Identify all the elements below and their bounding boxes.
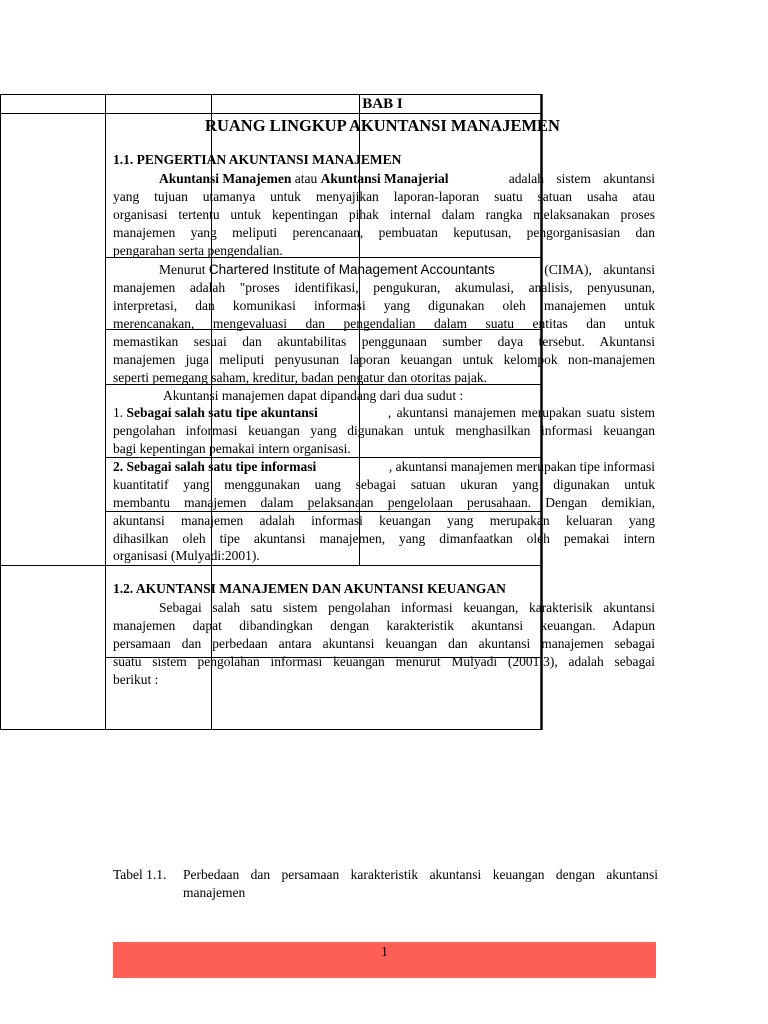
text-line: bagi kepentingan pemakai intern organisasi. xyxy=(113,441,351,456)
text-line: akuntansi manajemen adalah informasi keuangan yang merupakan keluaran yang xyxy=(113,513,655,528)
text-line: yang tujuan utamanya untuk menyajikan laporan-laporan suatu satuan usaha atau xyxy=(113,189,655,204)
section-heading: 1.2. AKUNTANSI MANAJEMEN DAN AKUNTANSI KEUANGAN xyxy=(113,581,506,596)
text-line: , akuntansi manajemen merupakan suatu sistem xyxy=(387,405,655,420)
chapter-label: BAB I xyxy=(362,96,403,112)
text-line: interpretasi, dan komunikasi informasi yang digunakan oleh manajemen untuk xyxy=(113,298,655,313)
text-line: pengarahan serta pengendalian. xyxy=(113,243,283,258)
text-line: , akuntansi manajemen merupakan tipe informasi xyxy=(388,459,655,474)
caption-label: Tabel 1.1. xyxy=(113,867,167,882)
text-line: pengolahan informasi keuangan yang digunakan untuk menghasilkan informasi keuangan xyxy=(113,423,655,438)
text-line: merencanakan, mengevaluasi dan pengendalian dalam suatu entitas dan untuk xyxy=(113,316,655,331)
point-title: 2. Sebagai salah satu tipe informasi xyxy=(113,459,317,474)
point-title: Sebagai salah satu tipe akuntansi xyxy=(126,405,318,420)
text-line: manajemen adalah "proses identifikasi, pengukuran, akumulasi, analisis, penyusunan, xyxy=(113,280,655,295)
point-number: 1. xyxy=(113,405,124,420)
page-number: 1 xyxy=(381,944,388,959)
text-line: seperti pemegang saham, kreditur, badan pengatur dan otoritas pajak. xyxy=(113,370,487,385)
text-line: Sebagai salah satu sistem pengolahan informasi keuangan, karakterisik akuntansi xyxy=(159,600,655,615)
chapter-title: RUANG LINGKUP AKUNTANSI MANAJEMEN xyxy=(205,116,560,135)
text-line: persamaan dan perbedaan antara akuntansi keuangan dan akuntansi manajemen sebagai xyxy=(113,636,655,651)
term-akuntansi-manajemen: Akuntansi Manajemen xyxy=(159,171,292,186)
caption-text-continued: manajemen xyxy=(183,885,246,900)
text-line: manajemen juga meliputi penyusunan laporan keuangan untuk kelompok non-manajemen xyxy=(113,352,655,367)
text-lead: Menurut xyxy=(159,262,206,277)
text-line: kuantitatif yang menggunakan uang sebagai satuan ukuran yang digunakan untuk xyxy=(113,477,655,492)
caption-text: Perbedaan dan persamaan karakteristik akuntansi keuangan dengan akuntansi xyxy=(183,867,658,882)
text-line: berikut : xyxy=(113,672,159,687)
text-line: manajemen yang meliputi perencanaan, pembuatan keputusan, pengorganisasian dan xyxy=(113,225,655,240)
text-line: membantu manajemen dalam pelaksanaan pengelolaan perusahaan. Dengan demikian, xyxy=(113,495,655,510)
term-akuntansi-manajerial: Akuntansi Manajerial xyxy=(320,171,449,186)
text-line: memastikan sesuai dan akuntabilitas penggunaan sumber daya tersebut. Akuntansi xyxy=(113,334,655,349)
text-line: adalah sistem akuntansi xyxy=(508,171,655,186)
text-line: manajemen dapat dibandingkan dengan karakteristik akuntansi keuangan. Adapun xyxy=(113,618,655,633)
conjunction: atau xyxy=(294,171,318,186)
table-caption xyxy=(113,866,658,902)
section-heading: 1.1. PENGERTIAN AKUNTANSI MANAJEMEN xyxy=(113,152,402,167)
page-footer xyxy=(113,942,656,978)
organization-name: Chartered Institute of Management Accountants xyxy=(208,262,495,277)
text-line: organisasi tertentu untuk kepentingan pihak internal dalam rangka melaksanakan proses xyxy=(113,207,655,222)
text-line: (CIMA), akuntansi xyxy=(544,262,655,277)
two-views-intro: Akuntansi manajemen dapat dipandang dari dua sudut : xyxy=(163,388,464,403)
text-line: organisasi (Mulyadi:2001). xyxy=(113,548,260,563)
text-line: suatu sistem pengolahan informasi keuangan menurut Mulyadi (2001:3), adalah sebagai xyxy=(113,654,655,669)
text-line: dihasilkan oleh tipe akuntansi manajemen, yang dimanfaatkan oleh pemakai intern xyxy=(113,531,655,546)
